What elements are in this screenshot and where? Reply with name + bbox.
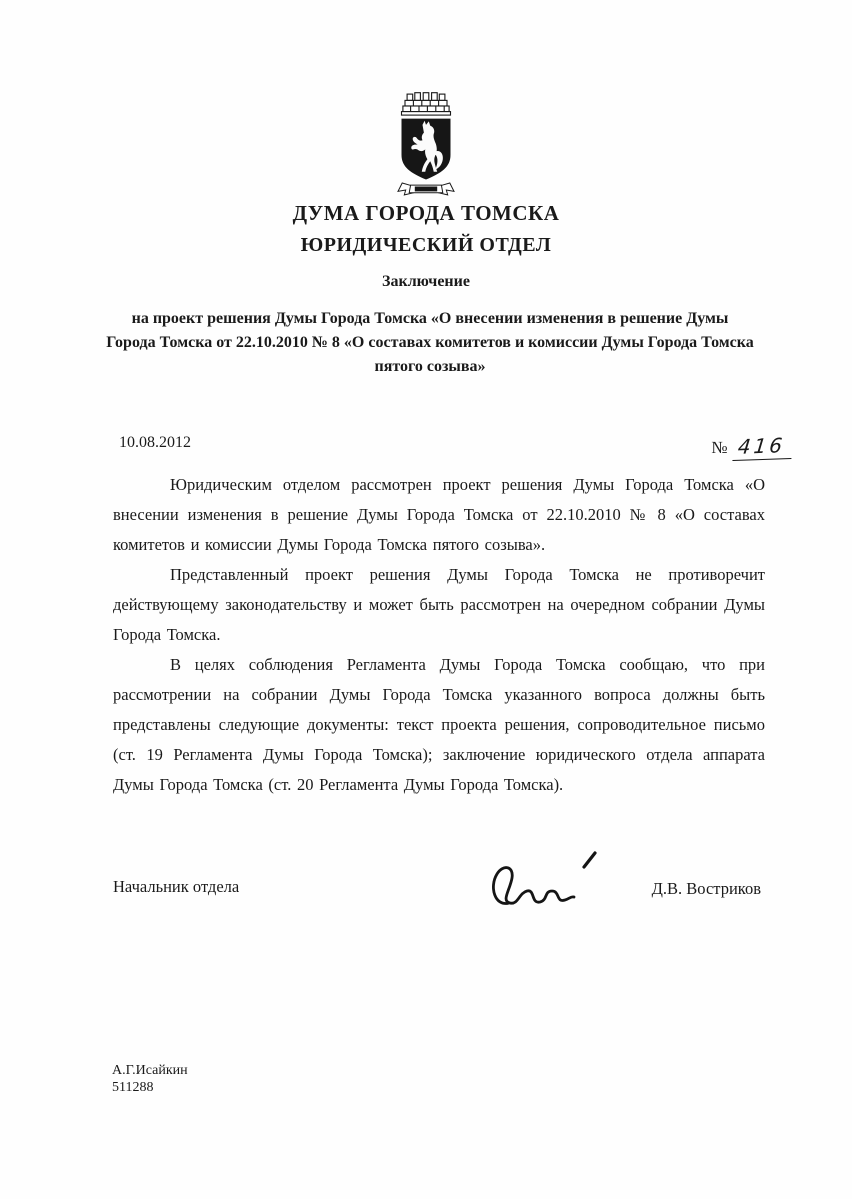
document-number xyxy=(711,434,791,460)
body-paragraph: В целях соблюдения Регламента Думы Города Томска сообщаю, что при рассмотрении на собрании Думы Города Томска указанного вопроса должны быть представлены следующие документы: текст проекта решения, сопроводительное письмо (ст. 19 Регламента Думы Города Томска); заключение юридического отдела аппарата Думы Города Томска (ст. 20 Регламента Думы Города Томска). xyxy=(113,655,765,794)
department-name: ЮРИДИЧЕСКИЙ ОТДЕЛ xyxy=(300,234,552,256)
handwritten-number-underline xyxy=(731,433,791,461)
tomsk-coat-of-arms-icon xyxy=(376,92,476,204)
meta-row xyxy=(113,432,795,466)
body-paragraph: Юридическим отделом рассмотрен проект решения Думы Города Томска «О внесении изменения в решение Думы Города Томска от 22.10.2010 № 8 «О составах комитетов и комиссии Думы Города Томска пятого созыва». xyxy=(113,475,765,554)
organization-name: ДУМА ГОРОДА ТОМСКА xyxy=(292,201,560,225)
document-body xyxy=(113,470,765,800)
body-paragraph: Представленный проект решения Думы Города Томска не противоречит действующему законодательству и может быть рассмотрен на очередном собрании Думы Города Томска. xyxy=(113,565,765,644)
signatory-name: Д.В. Востриков xyxy=(651,879,761,898)
document-type-title: Заключение xyxy=(382,273,470,290)
executor-footer xyxy=(112,1062,188,1096)
executor-phone: 511288 xyxy=(112,1080,154,1095)
signatory-role: Начальник отдела xyxy=(113,877,240,896)
executor-name: А.Г.Исайкин xyxy=(112,1063,188,1078)
number-sign-label: № xyxy=(711,438,728,457)
handwritten-signature-icon xyxy=(481,845,611,915)
mural-crown-icon xyxy=(402,93,451,115)
signature-block xyxy=(113,845,765,915)
ribbon-icon xyxy=(398,183,454,195)
handwritten-number: 416 xyxy=(736,433,787,459)
document-subject: на проект решения Думы Города Томска «О внесении изменения в решение Думы Города Томска от 22.10.2010 № 8 «О составах комитетов и комиссии Думы Города Томска пятого созыва» xyxy=(106,310,754,375)
document-date: 10.08.2012 xyxy=(119,434,191,451)
